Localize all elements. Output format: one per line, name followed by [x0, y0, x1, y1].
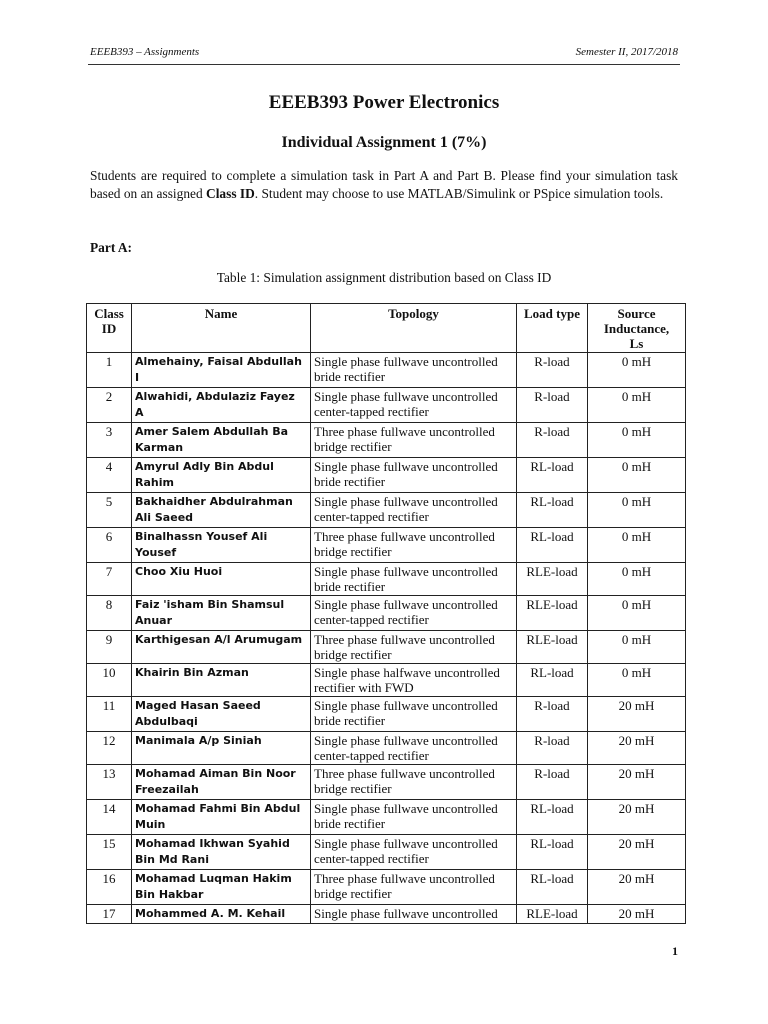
- table-row: [87, 732, 686, 765]
- table-row: [87, 458, 686, 493]
- topology-cell: Three phase fullwave uncontrolled bridge rectifier: [311, 870, 517, 905]
- table-caption: Table 1: Simulation assignment distribution based on Class ID: [216, 270, 552, 285]
- topology-cell: Single phase fullwave uncontrolled bride rectifier: [311, 353, 517, 388]
- load-type-cell: R-load: [517, 353, 588, 388]
- load-type-cell: RLE-load: [517, 596, 588, 631]
- source-inductance-cell: 0 mH: [588, 493, 686, 528]
- table-row: [87, 353, 686, 388]
- class-id-cell: 10: [87, 664, 132, 697]
- topology-cell: Single phase fullwave uncontrolled bride rectifier: [311, 800, 517, 835]
- load-type-cell: RL-load: [517, 800, 588, 835]
- source-inductance-cell: 0 mH: [588, 388, 686, 423]
- class-id-cell: 3: [87, 423, 132, 458]
- class-id-cell: 8: [87, 596, 132, 631]
- table-row: [87, 870, 686, 905]
- class-id-cell: 7: [87, 563, 132, 596]
- class-id-cell: 14: [87, 800, 132, 835]
- source-inductance-cell: 0 mH: [588, 664, 686, 697]
- topology-cell: Single phase fullwave uncontrolled center-tapped rectifier: [311, 732, 517, 765]
- table-row: [87, 388, 686, 423]
- load-type-cell: RL-load: [517, 664, 588, 697]
- topology-cell: Single phase fullwave uncontrolled bride rectifier: [311, 458, 517, 493]
- running-header-semester: Semester II, 2017/2018: [575, 46, 678, 58]
- source-inductance-cell: 20 mH: [588, 870, 686, 905]
- assignment-table: [86, 303, 686, 924]
- load-type-cell: RLE-load: [517, 563, 588, 596]
- load-type-cell: RLE-load: [517, 905, 588, 924]
- load-type-cell: R-load: [517, 765, 588, 800]
- header-source-inductance: Source Inductance, Ls: [588, 304, 686, 353]
- topology-cell: Single phase fullwave uncontrolled center-tapped rectifier: [311, 493, 517, 528]
- table-row: [87, 800, 686, 835]
- header-topology: Topology: [311, 304, 517, 353]
- source-inductance-cell: 0 mH: [588, 631, 686, 664]
- class-id-cell: 1: [87, 353, 132, 388]
- class-id-cell: 17: [87, 905, 132, 924]
- student-name-cell: Faiz 'isham Bin Shamsul Anuar: [132, 596, 311, 631]
- intro-paragraph: [90, 167, 678, 203]
- table-row: [87, 423, 686, 458]
- topology-cell: Single phase fullwave uncontrolled center-tapped rectifier: [311, 388, 517, 423]
- table-row: [87, 905, 686, 924]
- class-id-cell: 13: [87, 765, 132, 800]
- load-type-cell: R-load: [517, 732, 588, 765]
- class-id-cell: 16: [87, 870, 132, 905]
- load-type-cell: RL-load: [517, 493, 588, 528]
- document-title: EEEB393 Power Electronics: [268, 92, 500, 113]
- class-id-cell: 11: [87, 697, 132, 732]
- student-name-cell: Mohamad Aiman Bin Noor Freezailah: [132, 765, 311, 800]
- student-name-cell: Mohamad Luqman Hakim Bin Hakbar: [132, 870, 311, 905]
- student-name-cell: Amer Salem Abdullah Ba Karman: [132, 423, 311, 458]
- load-type-cell: RL-load: [517, 870, 588, 905]
- intro-text-2: . Student may choose to use MATLAB/Simulink or PSpice simulation tools.: [254, 186, 664, 201]
- topology-cell: Single phase fullwave uncontrolled center-tapped rectifier: [311, 835, 517, 870]
- student-name-cell: Almehainy, Faisal Abdullah I: [132, 353, 311, 388]
- table-row: [87, 528, 686, 563]
- student-name-cell: Mohamad Fahmi Bin Abdul Muin: [132, 800, 311, 835]
- student-name-cell: Alwahidi, Abdulaziz Fayez A: [132, 388, 311, 423]
- class-id-cell: 2: [87, 388, 132, 423]
- topology-cell: Single phase fullwave uncontrolled center-tapped rectifier: [311, 596, 517, 631]
- source-inductance-cell: 0 mH: [588, 423, 686, 458]
- source-inductance-cell: 20 mH: [588, 835, 686, 870]
- source-inductance-cell: 0 mH: [588, 596, 686, 631]
- table-row: [87, 697, 686, 732]
- topology-cell: Three phase fullwave uncontrolled bridge rectifier: [311, 528, 517, 563]
- source-inductance-cell: 0 mH: [588, 528, 686, 563]
- load-type-cell: R-load: [517, 388, 588, 423]
- header-name: Name: [132, 304, 311, 353]
- load-type-cell: RL-load: [517, 458, 588, 493]
- class-id-cell: 12: [87, 732, 132, 765]
- class-id-cell: 4: [87, 458, 132, 493]
- load-type-cell: R-load: [517, 697, 588, 732]
- topology-cell: Three phase fullwave uncontrolled bridge rectifier: [311, 631, 517, 664]
- source-inductance-cell: 20 mH: [588, 732, 686, 765]
- class-id-cell: 9: [87, 631, 132, 664]
- intro-text-1: Students are required to complete a simulation task in Part A and Part B. Please find your simulation task based on an assigned: [90, 168, 678, 201]
- class-id-cell: 5: [87, 493, 132, 528]
- page-number: 1: [672, 944, 678, 958]
- load-type-cell: RL-load: [517, 528, 588, 563]
- topology-cell: Single phase fullwave uncontrolled bride rectifier: [311, 697, 517, 732]
- student-name-cell: Karthigesan A/l Arumugam: [132, 631, 311, 664]
- student-name-cell: Manimala A/p Siniah: [132, 732, 311, 765]
- header-class-id: Class ID: [87, 304, 132, 353]
- table-row: [87, 835, 686, 870]
- student-name-cell: Maged Hasan Saeed Abdulbaqi: [132, 697, 311, 732]
- load-type-cell: RLE-load: [517, 631, 588, 664]
- topology-cell: Single phase fullwave uncontrolled: [311, 905, 517, 924]
- topology-cell: Single phase halfwave uncontrolled rectifier with FWD: [311, 664, 517, 697]
- load-type-cell: R-load: [517, 423, 588, 458]
- source-inductance-cell: 0 mH: [588, 353, 686, 388]
- header-load-type: Load type: [517, 304, 588, 353]
- class-id-cell: 15: [87, 835, 132, 870]
- running-header-course: EEEB393 – Assignments: [90, 46, 200, 58]
- topology-cell: Single phase fullwave uncontrolled bride rectifier: [311, 563, 517, 596]
- topology-cell: Three phase fullwave uncontrolled bridge rectifier: [311, 765, 517, 800]
- source-inductance-cell: 0 mH: [588, 563, 686, 596]
- source-inductance-cell: 20 mH: [588, 697, 686, 732]
- student-name-cell: Bakhaidher Abdulrahman Ali Saeed: [132, 493, 311, 528]
- student-name-cell: Choo Xiu Huoi: [132, 563, 311, 596]
- header-rule: [88, 64, 680, 65]
- table-header-row: [87, 304, 686, 353]
- student-name-cell: Amyrul Adly Bin Abdul Rahim: [132, 458, 311, 493]
- table-row: [87, 765, 686, 800]
- table-row: [87, 631, 686, 664]
- part-a-heading: Part A:: [90, 240, 133, 255]
- load-type-cell: RL-load: [517, 835, 588, 870]
- table-row: [87, 563, 686, 596]
- table-row: [87, 493, 686, 528]
- student-name-cell: Mohamad Ikhwan Syahid Bin Md Rani: [132, 835, 311, 870]
- student-name-cell: Binalhassn Yousef Ali Yousef: [132, 528, 311, 563]
- source-inductance-cell: 20 mH: [588, 800, 686, 835]
- student-name-cell: Mohammed A. M. Kehail: [132, 905, 311, 924]
- source-inductance-cell: 0 mH: [588, 458, 686, 493]
- intro-class-id-bold: Class ID: [206, 186, 255, 201]
- topology-cell: Three phase fullwave uncontrolled bridge rectifier: [311, 423, 517, 458]
- source-inductance-cell: 20 mH: [588, 905, 686, 924]
- assignment-subtitle: Individual Assignment 1 (7%): [281, 134, 487, 151]
- source-inductance-cell: 20 mH: [588, 765, 686, 800]
- student-name-cell: Khairin Bin Azman: [132, 664, 311, 697]
- table-row: [87, 664, 686, 697]
- table-row: [87, 596, 686, 631]
- class-id-cell: 6: [87, 528, 132, 563]
